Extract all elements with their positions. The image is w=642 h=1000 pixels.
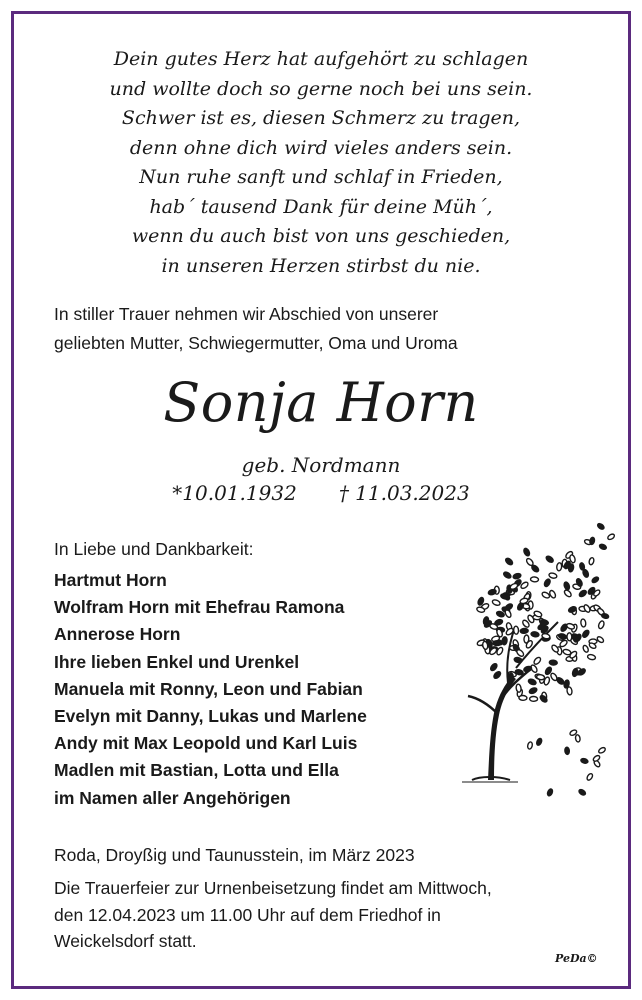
designer-signature: PeDa© [555,952,598,965]
poem-line: und wollte doch so gerne noch bei uns sein. [109,77,533,100]
service-line: Die Trauerfeier zur Urnenbeisetzung findet am Mittwoch, [54,878,492,898]
service-line: Weickelsdorf statt. [54,931,197,951]
poem [0,45,642,281]
funeral-service-info [54,875,492,955]
birth-name: geb. Nordmann [241,453,401,477]
death-date: † 11.03.2023 [338,481,470,505]
list-item: Andy mit Max Leopold und Karl Luis [54,733,358,754]
thanks-heading: In Liebe und Dankbarkeit: [54,539,254,559]
list-item: Evelyn mit Danny, Lukas und Marlene [54,706,367,727]
list-item: Manuela mit Ronny, Leon und Fabian [54,678,363,699]
intro-line: geliebten Mutter, Schwiegermutter, Oma und Uroma [54,333,458,353]
birth-date: *10.01.1932 [172,481,297,505]
poem-line: denn ohne dich wird vieles anders sein. [129,136,513,159]
life-dates [0,480,642,506]
place-and-date: Roda, Droyßig und Taunusstein, im März 2023 [54,845,415,865]
list-item: Hartmut Horn [54,570,167,590]
poem-line: wenn du auch bist von uns geschieden, [131,225,511,247]
poem-line: Dein gutes Herz hat aufgehört zu schlagen [113,48,529,70]
list-item: Annerose Horn [54,624,181,645]
poem-line: Schwer ist es, diesen Schmerz zu tragen, [121,107,521,129]
poem-line: hab´ tausend Dank für deine Müh´, [149,195,493,218]
deceased-name: Sonja Horn [163,371,479,434]
intro-line: In stiller Trauer nehmen wir Abschied von unserer [54,304,439,324]
list-item: im Namen aller Angehörigen [54,787,291,808]
intro-text [54,300,458,358]
list-item: Ihre lieben Enkel und Urenkel [54,651,300,672]
mourners-list [54,567,367,812]
poem-line: in unseren Herzen stirbst du nie. [161,254,481,277]
poem-line: Nun ruhe sanft und schlaf in Frieden, [139,166,503,188]
service-line: den 12.04.2023 um 11.00 Uhr auf dem Friedhof in [54,904,441,925]
list-item: Madlen mit Bastian, Lotta und Ella [54,760,339,781]
list-item: Wolfram Horn mit Ehefrau Ramona [54,597,345,618]
tree-with-falling-leaves-icon [458,518,618,808]
